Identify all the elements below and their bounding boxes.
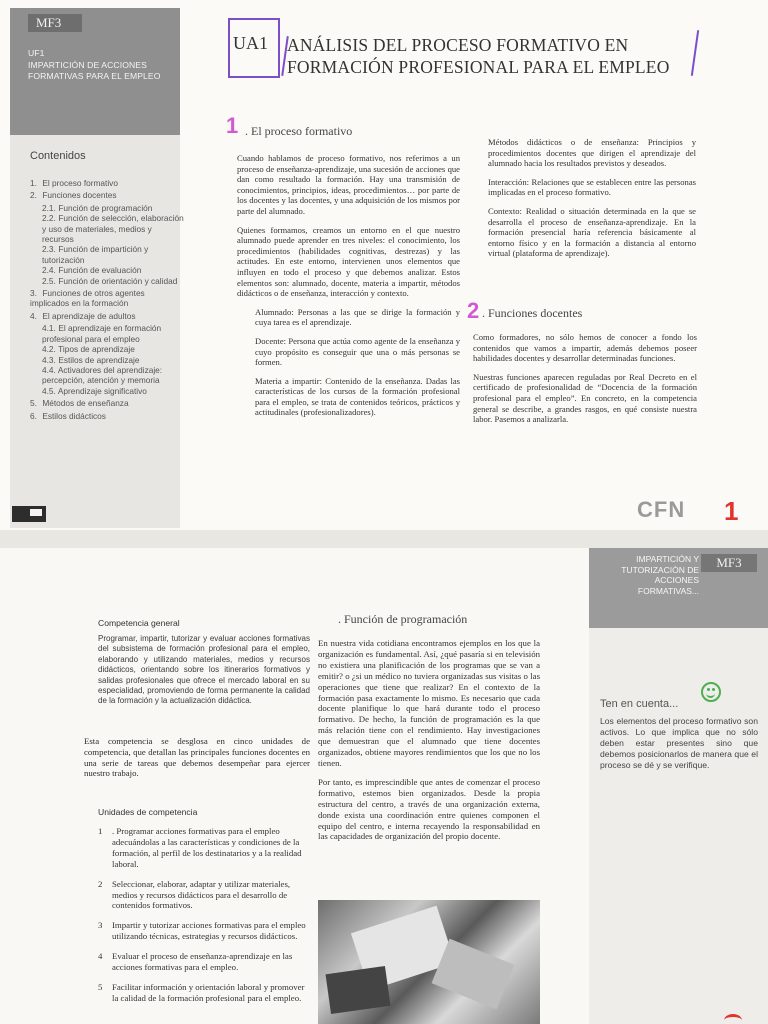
note-text: Los elementos del proceso formativo son activos. Lo que implica que no sólo deben estar presentes sino que debemos posicionarlos de manera que el proceso se dé y se verifique.	[600, 716, 758, 770]
toc-item-number: 2.3.	[42, 244, 56, 255]
toc-item	[30, 244, 185, 265]
column-left	[237, 153, 460, 426]
toc-item	[30, 323, 185, 344]
paragraph: En nuestra vida cotidiana encontramos ejemplos en los que la organización es fundamental. Así, ¿qué pasaría si en televisión no existiera una planificación de los programas que se van a emitir? o ¿si un médico no tuviera organizadas sus visitas o las operaciones que tiene que realizar? En el contexto de la formación pasa exactamente lo mismo. Es necesario que cada docente planifique lo que hará durante todo el proceso formativo. De hecho, la función de programación es la que más relación tiene con el rendimiento. Hay investigaciones que demuestran que el alumnado que tiene docentes organizados, obtiene mayores rendimientos que los que no los tienen.	[318, 638, 540, 768]
toc-item-number: 2.	[30, 190, 37, 201]
toc-item-label: Estilos didácticos	[42, 410, 106, 421]
module-tag: MF3	[28, 14, 82, 32]
toc-item	[30, 311, 185, 321]
toc-item-number: 4.	[30, 310, 37, 321]
ua-label: UA1	[233, 33, 268, 53]
toc-item-label: Aprendizaje significativo	[57, 385, 147, 396]
unit-number: 2	[98, 878, 103, 889]
toc-item	[30, 386, 185, 396]
toc-item-number: 2.1.	[42, 202, 56, 213]
toc-item	[30, 213, 185, 244]
definition-alumnado: Alumnado: Personas a las que se dirige la formación y cuya tarea es el aprendizaje.	[255, 306, 460, 328]
unit-item	[98, 879, 310, 912]
toc-item-number: 4.3.	[42, 354, 56, 365]
toc-item-label: Funciones docentes	[42, 190, 117, 201]
unit-text: Impartir y tutorizar acciones formativas para el empleo utilizando técnicas, estrategias y recursos didácticos.	[112, 920, 306, 942]
contents-title: Contenidos	[30, 150, 86, 162]
unit-title: UF1 IMPARTICIÓN DE ACCIONES FORMATIVAS PARA EL EMPLEO	[28, 48, 161, 81]
definition-metodos: Métodos didácticos o de enseñanza: Principios y procedimientos docentes que dirigen el aprendizaje del alumnado hacia los resultados previstos y deseados.	[488, 137, 696, 169]
definition-materia: Materia a impartir: Contenido de la enseñanza. Dadas las características de los cursos de la formación profesional para el empleo, se trata de contenidos teóricos, prácticos y actitudinales (profesionalizadores).	[255, 375, 460, 418]
toc-item	[30, 190, 185, 200]
section-title-funciones: . Funciones docentes	[482, 306, 583, 320]
table-of-contents	[30, 176, 185, 423]
chapter-title-line2: FORMACIÓN PROFESIONAL PARA EL EMPLEO	[287, 57, 670, 77]
smiley-icon	[701, 682, 721, 702]
unit-text: . Programar acciones formativas para el empleo adecuándolas a las características y condiciones de la formación, al perfil de los destinatarios y a la realidad laboral.	[112, 826, 302, 869]
paragraph: Cuando hablamos de proceso formativo, nos referimos a un proceso de enseñanza-aprendizaje, una sucesión de acciones que dan como resultado la formación. Hay una transmisión de conocimientos, principios, ideas, procedimientos… por parte de los docentes y las docentes, y una adquisición de los mismos por parte del alumnado.	[237, 153, 460, 216]
toc-item	[30, 178, 185, 188]
unit-item	[98, 920, 310, 942]
publisher-logo: CFN	[637, 497, 686, 522]
column-right	[488, 137, 696, 267]
toc-item-label: Función de selección, elaboración y uso de materiales, medios y recursos	[42, 213, 184, 245]
toc-item-label: Métodos de enseñanza	[42, 398, 129, 409]
toc-item-number: 3.	[30, 288, 37, 299]
handwritten-number-1: 1	[226, 113, 239, 138]
toc-item-label: El aprendizaje de adultos	[42, 310, 136, 321]
unit-item	[98, 982, 310, 1004]
chapter-title-line1: ANÁLISIS DEL PROCESO FORMATIVO EN	[287, 35, 629, 55]
toc-item-label: Activadores del aprendizaje: percepción, atención y memoria	[42, 364, 163, 386]
unit-number: 4	[98, 951, 103, 962]
toc-item-label: Función de programación	[58, 202, 153, 213]
toc-item-number: 4.5.	[42, 385, 56, 396]
unit-text: Evaluar el proceso de enseñanza-aprendizaje en las acciones formativas para el empleo.	[112, 951, 293, 973]
unit-number: 1	[98, 826, 103, 836]
toc-item-number: 2.5.	[42, 275, 56, 286]
toc-item-label: Función de evaluación	[58, 265, 142, 276]
toc-item	[30, 411, 185, 421]
units-title: Unidades de competencia	[98, 807, 198, 817]
right-sidebar	[589, 628, 768, 1024]
definition-interaccion: Interacción: Relaciones que se establecen entre las personas implicadas en el proceso formativo.	[488, 176, 696, 198]
section-title-programacion: . Función de programación	[338, 612, 468, 626]
toc-item-number: 1.	[30, 178, 37, 188]
classroom-photo	[318, 900, 540, 1024]
paragraph: Como formadores, no sólo hemos de conocer a fondo los contenidos que vamos a impartir, además debemos poseer habilidades docentes y desarrollar determinadas funciones.	[473, 332, 697, 364]
competencia-description: Esta competencia se desglosa en cinco unidades de competencia, que detallan las principales funciones docentes en una serie de tareas que debemos desempeñar para ejercer nuestro trabajo.	[84, 736, 310, 779]
toc-item	[30, 276, 185, 286]
toc-item-number: 4.4.	[42, 364, 56, 375]
column-funciones	[473, 332, 697, 433]
pen-mark-bottom	[724, 1014, 742, 1024]
handwritten-page-number: 1	[724, 496, 739, 526]
unit-text: Facilitar información y orientación laboral y promover la calidad de la formación profesional para el empleo.	[112, 981, 305, 1003]
unit-number: 5	[98, 981, 103, 992]
unit-text: Seleccionar, elaborar, adaptar y utilizar materiales, medios y recursos didácticos para el desarrollo de contenidos formativos.	[112, 878, 291, 911]
page-lower	[0, 548, 768, 1024]
toc-item	[30, 344, 185, 354]
definition-docente: Docente: Persona que actúa como agente de la enseñanza y cuyo propósito es conseguir que una o más personas se formen.	[255, 335, 460, 368]
unit-item	[98, 826, 310, 870]
paragraph: Por tanto, es imprescindible que antes de comenzar el proceso formativo, estemos bien organizados. Desde la propia estructura del centro, a través de una organización externa, donde exista una coordinación entre quienes componen el equipo del centro, e interna recayendo la responsabilidad en las capacidades de organización del propio docente.	[318, 776, 540, 842]
toc-item-number: 6.	[30, 410, 37, 421]
toc-item-label: El aprendizaje en formación profesional para el empleo	[42, 323, 162, 344]
toc-item-label: Tipos de aprendizaje	[58, 344, 135, 355]
toc-item	[30, 365, 185, 386]
toc-item	[30, 288, 185, 309]
units-list	[98, 826, 310, 1013]
toc-item-number: 2.2.	[42, 213, 56, 224]
toc-item-label: Función de orientación y calidad	[58, 275, 178, 286]
unit-item	[98, 951, 310, 973]
toc-item-number: 4.1.	[42, 323, 56, 334]
toc-item	[30, 355, 185, 365]
sidebar	[10, 8, 184, 528]
page-separator	[0, 530, 768, 548]
module-tag-right: MF3	[701, 554, 757, 572]
programacion-text	[318, 638, 540, 850]
paragraph: Quienes formamos, creamos un entorno en el que nuestro alumnado puede aprender en tres niveles: el conocimiento, los procedimientos (habilidades cognitivas, destrezas) y las actitudes. En este entorno, intervienen unos elementos que influyen en todo el proceso y que debemos analizar. Estos elementos son: alumnado, docente, materia a impartir, métodos didácticos o de enseñanza, interacción y contexto.	[237, 224, 460, 299]
definition-contexto: Contexto: Realidad o situación determinada en la que se desarrolla el proceso de enseñanza-aprendizaje. En la formación presencial haría referencia básicamente al entorno físico y en la formación a distancia al entorno virtual (plataforma de aprendizaje).	[488, 205, 696, 259]
competencia-title: Competencia general	[98, 618, 180, 628]
toc-item-number: 5.	[30, 398, 37, 409]
sidebar-footer-block	[12, 506, 46, 522]
toc-item	[30, 265, 185, 275]
toc-item	[30, 203, 185, 213]
note-title: Ten en cuenta...	[600, 698, 679, 710]
toc-item	[30, 398, 185, 408]
toc-item-label: El proceso formativo	[42, 178, 118, 188]
toc-item-label: Estilos de aprendizaje	[58, 354, 140, 365]
unit-number: 3	[98, 920, 103, 931]
toc-item-label: Función de impartición y tutorización	[42, 244, 149, 265]
section-title-proceso: . El proceso formativo	[245, 124, 353, 138]
toc-item-number: 4.2.	[42, 344, 56, 355]
handwritten-number-2: 2	[467, 298, 480, 323]
paragraph: Nuestras funciones aparecen reguladas por Real Decreto en el certificado de profesionalidad de “Docencia de la formación profesional para el empleo”. En concreto, en la competencia general se describe, a grandes rasgos, en qué consiste nuestra labor. Pasemos a analizarla.	[473, 371, 697, 425]
toc-item-label: Funciones de otros agentes implicados en la formación	[30, 288, 145, 309]
unit-title-right: IMPARTICIÓN Y TUTORIZACIÓN DE ACCIONES FORMATIVAS...	[621, 554, 699, 596]
chapter-title	[287, 34, 697, 78]
competencia-text: Programar, impartir, tutorizar y evaluar acciones formativas del subsistema de formación profesional para el empleo, elaborando y utilizando materiales, medios y recursos didácticos, orientando sobre los itinerarios formativos y salidas profesionales que ofrece el mercado laboral en su especialidad, promoviendo de forma permanente la calidad de la formación y la actualización didáctica.	[98, 634, 310, 706]
toc-item-number: 2.4.	[42, 265, 56, 276]
